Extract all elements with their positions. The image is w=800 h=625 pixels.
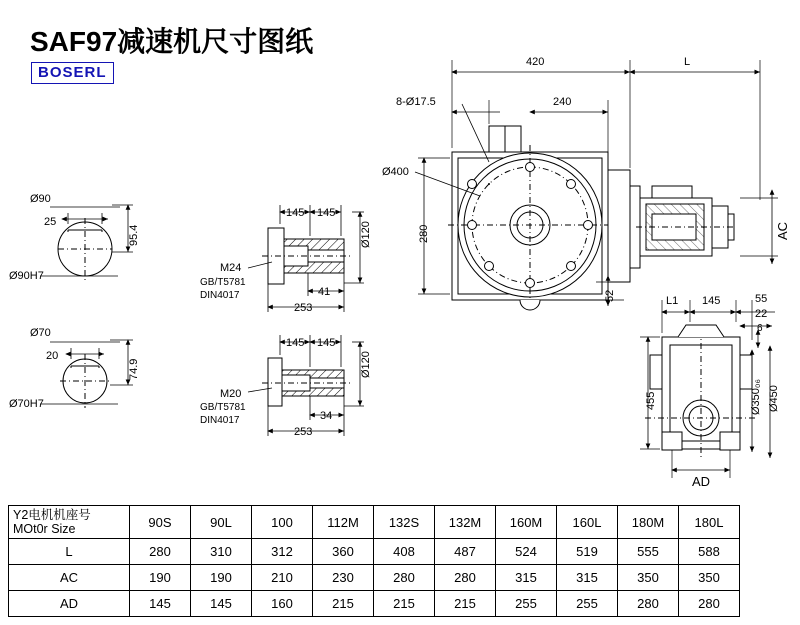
label-right-145: 145 xyxy=(702,295,721,307)
table-row-header xyxy=(9,506,130,539)
table-row xyxy=(9,565,740,591)
label-shaft-top-dia: Ø90 xyxy=(30,193,51,205)
table-cell: 145 xyxy=(130,591,191,617)
table-cell: 280 xyxy=(130,539,191,565)
label-bolt-bottom-len2: 145 xyxy=(317,337,336,349)
label-main-240: 240 xyxy=(553,96,572,108)
label-shaft-top-bore: Ø90H7 xyxy=(9,270,44,282)
table-cell: 360 xyxy=(313,539,374,565)
table-cell: 190 xyxy=(191,565,252,591)
table-cell: 350 xyxy=(618,565,679,591)
table-cell: 280 xyxy=(679,591,740,617)
label-main-280: 280 xyxy=(418,224,430,243)
label-bolt-top-std2: DIN4017 xyxy=(200,290,240,301)
table-cell: 315 xyxy=(557,565,618,591)
table-cell: 312 xyxy=(252,539,313,565)
table-col-9: 180L xyxy=(679,506,740,539)
label-bolt-bottom-std2: DIN4017 xyxy=(200,415,240,426)
table-cell: 255 xyxy=(557,591,618,617)
label-right-AD: AD xyxy=(692,474,711,489)
table-row xyxy=(9,539,740,565)
label-shaft-bottom-height: 74.9 xyxy=(128,358,140,380)
label-shaft-bottom-bore: Ø70H7 xyxy=(9,398,44,410)
label-right-450: Ø450 xyxy=(768,385,780,412)
label-right-55: 55 xyxy=(755,293,768,305)
table-col-7: 160L xyxy=(557,506,618,539)
label-bolt-bottom-dia: Ø120 xyxy=(360,351,372,378)
table-cell: 215 xyxy=(435,591,496,617)
table-col-1: 90L xyxy=(191,506,252,539)
table-cell: 190 xyxy=(130,565,191,591)
table-cell: 255 xyxy=(496,591,557,617)
label-shaft-top-height: 95.4 xyxy=(128,224,140,246)
table-cell: 215 xyxy=(374,591,435,617)
label-main-400: Ø400 xyxy=(382,166,409,178)
table-col-6: 160M xyxy=(496,506,557,539)
table-cell: 145 xyxy=(191,591,252,617)
table-col-2: 100 xyxy=(252,506,313,539)
label-bolt-top-thread: M24 xyxy=(220,262,242,274)
label-right-455: 455 xyxy=(645,391,657,410)
table-cell: 215 xyxy=(313,591,374,617)
table-row-label-AD: AD xyxy=(9,591,130,617)
label-main-420: 420 xyxy=(526,56,545,68)
table-cell: 315 xyxy=(496,565,557,591)
page-title: SAF97减速机尺寸图纸 xyxy=(30,26,314,57)
table-cell: 280 xyxy=(374,565,435,591)
label-bolt-top-dia: Ø120 xyxy=(360,221,372,248)
label-shaft-bottom-dia: Ø70 xyxy=(30,327,51,339)
table-cell: 350 xyxy=(679,565,740,591)
table-cell: 230 xyxy=(313,565,374,591)
table-cell: 524 xyxy=(496,539,557,565)
table-row-label-L: L xyxy=(9,539,130,565)
table-cell: 519 xyxy=(557,539,618,565)
table-row xyxy=(9,591,740,617)
label-bolt-top-len1: 145 xyxy=(286,207,305,219)
table-cell: 555 xyxy=(618,539,679,565)
table-col-3: 112M xyxy=(313,506,374,539)
label-bolt-top-small: 41 xyxy=(318,286,331,298)
label-bolt-bottom-total: 253 xyxy=(294,426,313,438)
table-cell: 310 xyxy=(191,539,252,565)
table-cell: 487 xyxy=(435,539,496,565)
table-col-8: 180M xyxy=(618,506,679,539)
table-col-5: 132M xyxy=(435,506,496,539)
table-row-header-line1: Y2电机机座号 xyxy=(13,508,91,522)
table-header-row xyxy=(9,506,740,539)
table-cell: 280 xyxy=(435,565,496,591)
label-main-52: 52 xyxy=(604,289,616,302)
label-main-L: L xyxy=(684,56,691,68)
table-cell: 210 xyxy=(252,565,313,591)
label-bolt-top-total: 253 xyxy=(294,302,313,314)
table-col-0: 90S xyxy=(130,506,191,539)
label-bolt-bottom-len1: 145 xyxy=(286,337,305,349)
table-col-4: 132S xyxy=(374,506,435,539)
label-shaft-bottom-key: 20 xyxy=(46,350,59,362)
label-bolt-top-len2: 145 xyxy=(317,207,336,219)
label-right-L1: L1 xyxy=(666,295,679,307)
label-bolt-bottom-std1: GB/T5781 xyxy=(200,402,246,413)
label-bolt-bottom-small: 34 xyxy=(320,410,333,422)
table-row-header-line2: MOt0r Size xyxy=(13,522,76,536)
spec-table xyxy=(8,505,740,617)
table-cell: 160 xyxy=(252,591,313,617)
label-right-350: Ø350₀₆ xyxy=(750,379,762,415)
label-bolt-bottom-thread: M20 xyxy=(220,388,242,400)
label-shaft-top-key: 25 xyxy=(44,216,57,228)
table-cell: 280 xyxy=(618,591,679,617)
brand-badge: BOSERL xyxy=(31,62,114,84)
table-cell: 588 xyxy=(679,539,740,565)
label-right-22: 22 xyxy=(755,308,768,320)
label-bolt-top-std1: GB/T5781 xyxy=(200,277,246,288)
label-main-AC: AC xyxy=(775,221,790,240)
table-cell: 408 xyxy=(374,539,435,565)
label-main-holes: 8-Ø17.5 xyxy=(396,96,436,108)
label-right-6: 6 xyxy=(757,323,763,334)
table-row-label-AC: AC xyxy=(9,565,130,591)
